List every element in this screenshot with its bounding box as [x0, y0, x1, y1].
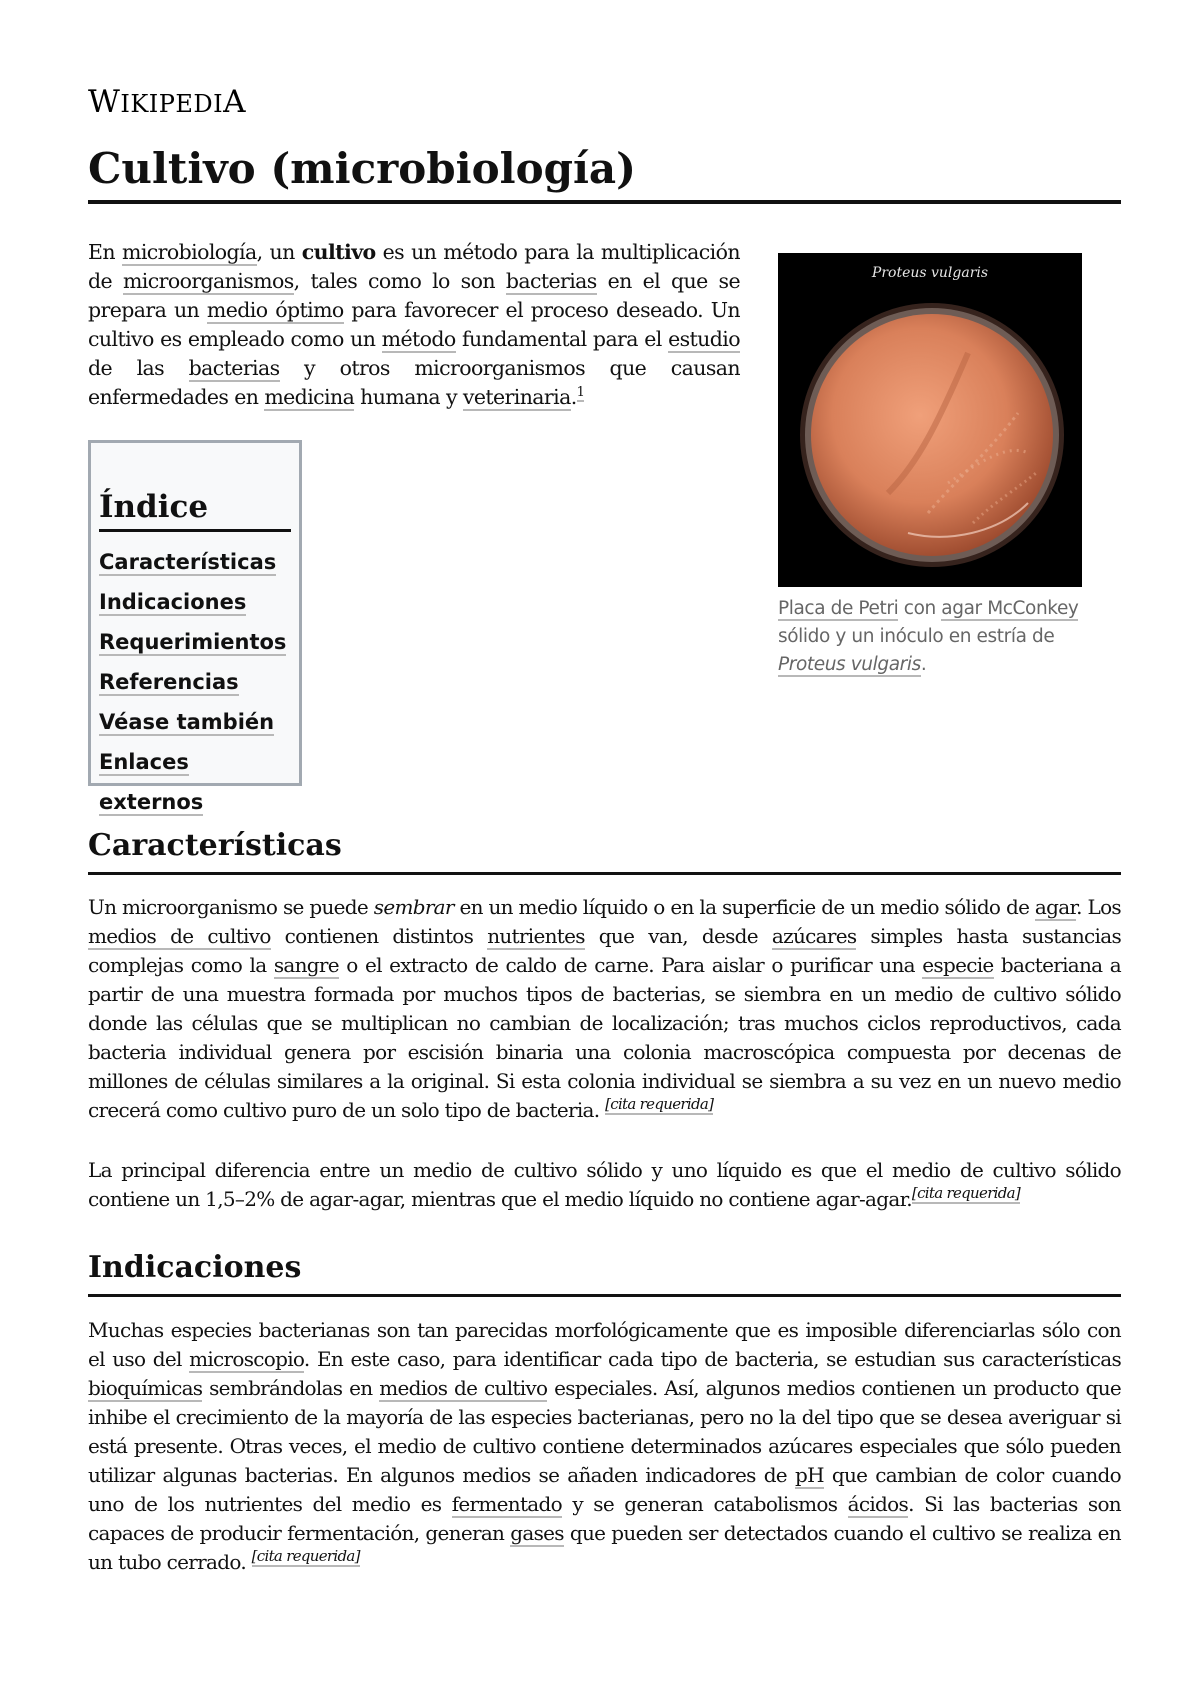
link-bacterias-2[interactable]: bacterias [188, 356, 280, 380]
link-especie[interactable]: especie [922, 953, 994, 977]
link-medios-de-cultivo-2[interactable]: medios de cultivo [379, 1376, 548, 1400]
logo-middle: IKIPEDI [120, 90, 224, 118]
link-bacterias[interactable]: bacterias [505, 269, 597, 293]
logo-final: A [223, 84, 247, 120]
image-label: Proteus vulgaris [871, 265, 989, 281]
toc-item-referencias[interactable]: Referencias [99, 670, 239, 694]
link-metodo[interactable]: método [381, 327, 456, 351]
link-bioquimicas[interactable]: bioquímicas [88, 1376, 203, 1400]
link-agar[interactable]: agar [1034, 895, 1077, 919]
bold-cultivo: cultivo [301, 240, 376, 264]
citation-needed[interactable]: [cita requerida] [911, 1184, 1021, 1203]
paragraph-caracteristicas-2: La principal diferencia entre un medio de cultivo sólido y uno líquido es que el medio de cultivo sólido contiene un 1,5–2% de agar-agar, mientras que el medio líquido no contiene agar-agar.[cita requerida] [88, 1158, 1121, 1211]
link-microbiologia[interactable]: microbiología [121, 240, 257, 264]
link-estudio[interactable]: estudio [668, 327, 740, 351]
link-agar-mcconkey[interactable]: agar McConkey [941, 598, 1079, 619]
link-microorganismos[interactable]: microorganismos [122, 269, 294, 293]
toc-title: Índice [99, 489, 291, 532]
toc-item-vease-tambien[interactable]: Véase también [99, 710, 275, 734]
link-acidos[interactable]: ácidos [847, 1492, 909, 1516]
link-azucares[interactable]: azúcares [771, 924, 857, 948]
figure-petri-dish [778, 253, 1082, 679]
page-title: Cultivo (microbiología) [88, 146, 1121, 204]
link-fermentado[interactable]: fermentado [451, 1492, 562, 1516]
link-medios-de-cultivo[interactable]: medios de cultivo [88, 924, 271, 948]
toc-item-indicaciones[interactable]: Indicaciones [99, 590, 247, 614]
link-medicina[interactable]: medicina [264, 385, 355, 409]
link-nutrientes[interactable]: nutrientes [487, 924, 585, 948]
figure-caption: Placa de Petri con agar McConkey sólido y un inóculo en estría de Proteus vulgaris. [778, 598, 1079, 675]
wikipedia-logo[interactable] [88, 84, 246, 120]
heading-indicaciones: Indicaciones [88, 1248, 1121, 1297]
em-sembrar: sembrar [373, 895, 454, 919]
petri-dish-image[interactable] [778, 253, 1082, 587]
link-medio-optimo[interactable]: medio óptimo [206, 298, 344, 322]
reference-1[interactable]: 1 [576, 385, 585, 401]
table-of-contents [88, 440, 302, 814]
citation-needed[interactable]: [cita requerida] [605, 1095, 714, 1114]
lede-paragraph: En microbiología, un cultivo es un método para la multiplicación de microorganismos, tales como lo son bacterias en el que se prepara un medio óptimo para favorecer el proceso deseado. Un cultivo es empleado como un método fundamental para el estudio de las bacterias y otros microorganismos que causan enfermedades en medicina humana y veterinaria.$^1$ [88, 240, 741, 409]
logo-initial: W [88, 84, 121, 120]
link-ph[interactable]: pH [794, 1463, 824, 1487]
link-placa-de-petri[interactable]: Placa de Petri [778, 598, 899, 619]
citation-needed[interactable]: [cita requerida] [251, 1547, 360, 1566]
link-sangre[interactable]: sangre [273, 953, 339, 977]
link-veterinaria[interactable]: veterinaria [462, 385, 571, 409]
toc-item-caracteristicas[interactable]: Características [99, 550, 277, 574]
paragraph-indicaciones-1: Muchas especies bacterianas son tan parecidas morfológicamente que es imposible diferenciarlas sólo con el uso del microscopio. En este caso, para identificar cada tipo de bacteria, se estudian sus características bioquímicas sembrándolas en medios de cultivo especiales. Así, algunos medios contienen un producto que inhibe el crecimiento de la mayoría de las especies bacterianas, pero no la del tipo que se desea averiguar si está presente. Otras veces, el medio de cultivo contiene determinados azúcares especiales que sólo pueden utilizar algunas bacterias. En algunos medios se añaden indicadores de pH que cambian de color cuando uno de los nutrientes del medio es fermentado y se generan catabolismos ácidos. Si las bacterias son capaces de producir fermentación, generan gases que pueden ser detectados cuando el cultivo se realiza en un tubo cerrado. [cita requerida] [88, 1318, 1122, 1574]
link-proteus-vulgaris[interactable]: Proteus vulgaris [778, 654, 921, 675]
paragraph-caracteristicas-1: Un microorganismo se puede sembrar en un medio líquido o en la superficie de un medio sólido de agar. Los medios de cultivo contienen distintos nutrientes que van, desde azúcares simples hasta sustancias complejas como la sangre o el extracto de caldo de carne. Para aislar o purificar una especie bacteriana a partir de una muestra formada por muchos tipos de bacterias, se siembra en un medio de cultivo sólido donde las células que se multiplican no cambian de localización; tras muchos ciclos reproductivos, cada bacteria individual genera por escisión binaria una colonia macroscópica compuesta por decenas de millones de células similares a la original. Si esta colonia individual se siembra a su vez en un nuevo medio crecerá como cultivo puro de un solo tipo de bacteria. [cita requerida] [88, 895, 1122, 1122]
link-gases[interactable]: gases [510, 1521, 564, 1545]
link-microscopio[interactable]: microscopio [189, 1347, 304, 1371]
toc-item-enlaces-externos[interactable]: Enlaces externos [99, 750, 204, 814]
petri-dish-drawing [778, 253, 1082, 587]
toc-item-requerimientos[interactable]: Requerimientos [99, 630, 287, 654]
toc-list [99, 542, 291, 814]
heading-caracteristicas: Características [88, 826, 1121, 875]
